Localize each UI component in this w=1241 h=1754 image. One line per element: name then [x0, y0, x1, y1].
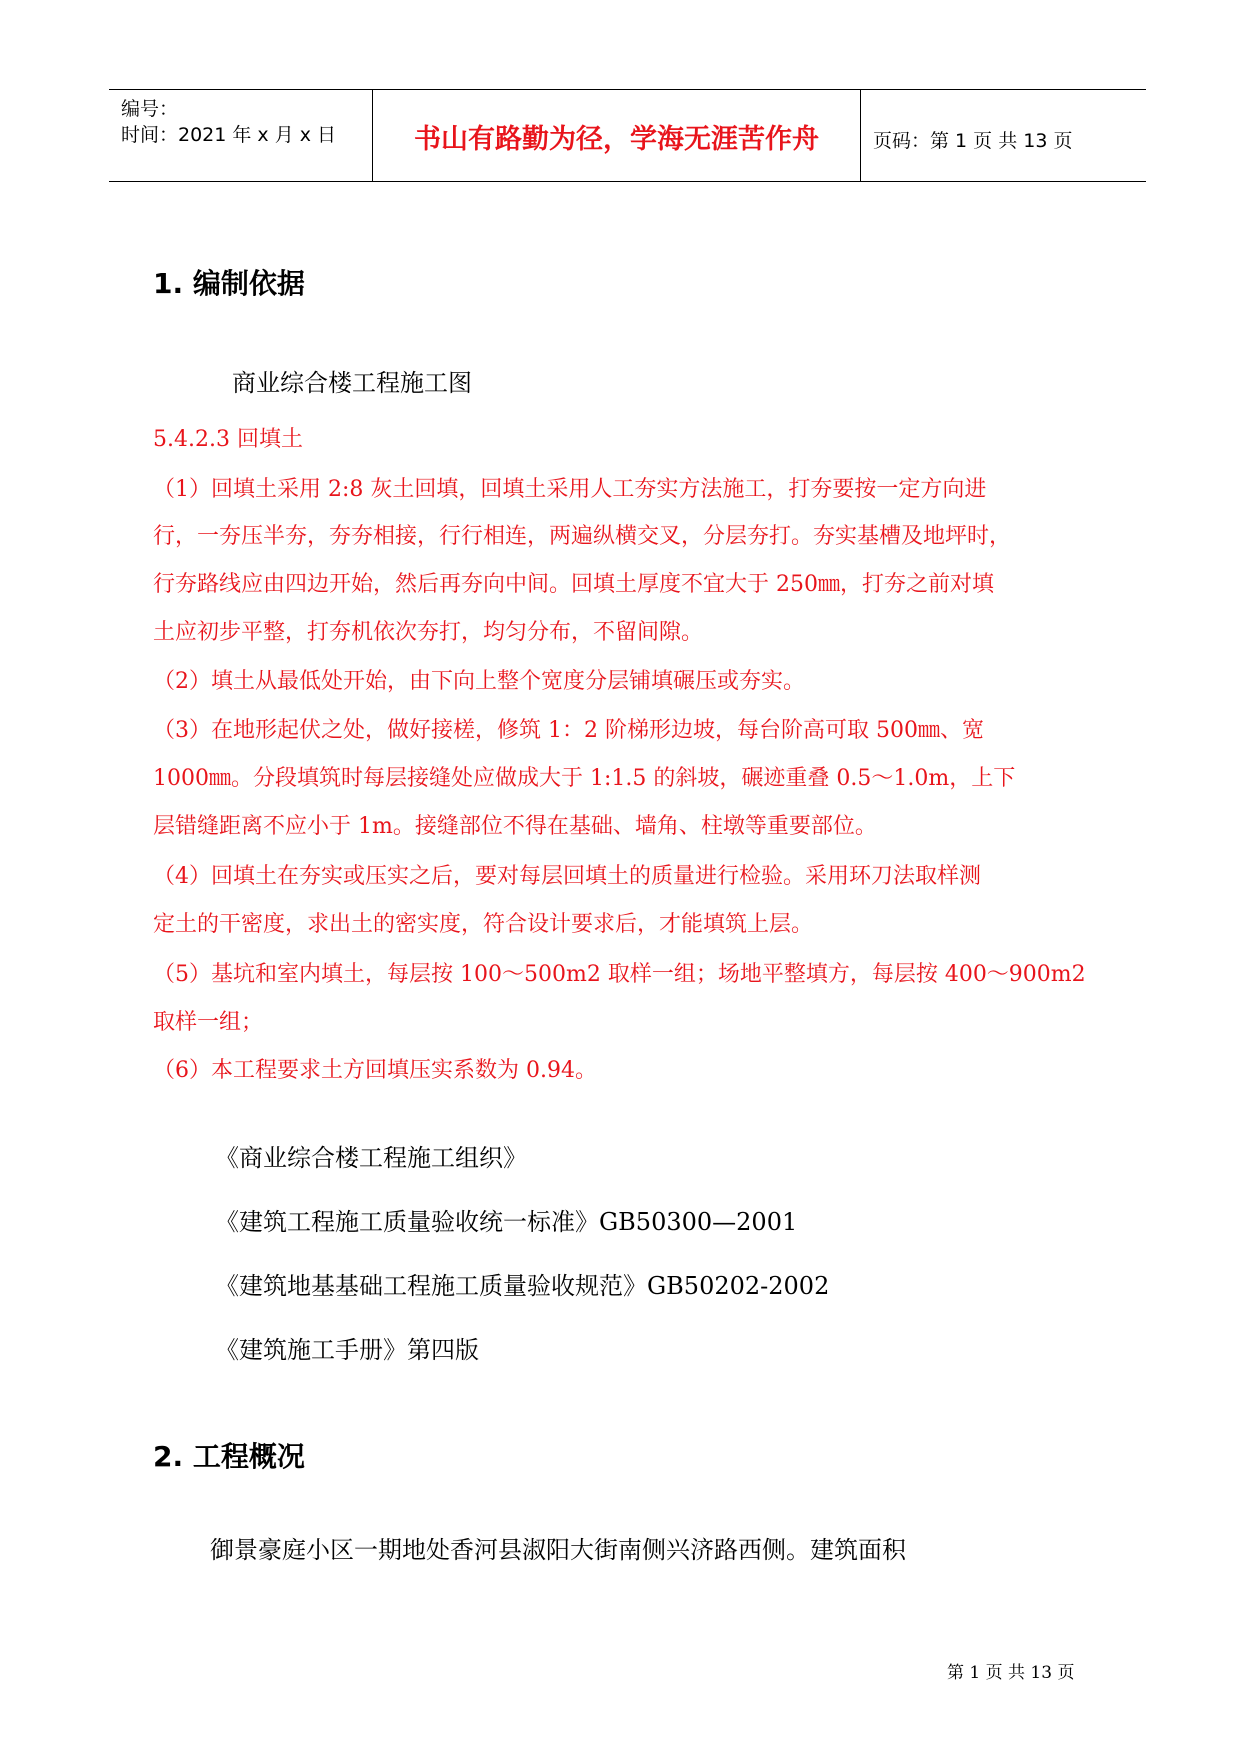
overview-paragraph: 御景豪庭小区一期地处香河县淑阳大街南侧兴济路西侧。建筑面积 [210, 1536, 906, 1564]
reference-3: 《建筑地基基础工程施工质量验收规范》GB50202-2002 [215, 1272, 830, 1300]
header-middle-cell [373, 90, 861, 181]
page-footer: 第 1 页 共 13 页 [947, 1663, 1075, 1683]
item4-line1: （4）回填土在夯实或压实之后，要对每层回填土的质量进行检验。采用环刀法取样测 [153, 864, 981, 889]
subsection-title: 5.4.2.3 回填土 [153, 427, 303, 452]
header-right-cell [861, 90, 1146, 181]
header-motto: 书山有路勤为径，学海无涯苦作舟 [414, 124, 819, 155]
page-header [109, 89, 1146, 182]
item6: （6）本工程要求土方回填压实系数为 0.94。 [153, 1058, 597, 1083]
item5-line2: 取样一组； [153, 1010, 264, 1035]
item3-line3: 层错缝距离不应小于 1m。接缝部位不得在基础、墙角、柱墩等重要部位。 [153, 814, 877, 839]
item3-line2: 1000㎜。分段填筑时每层接缝处应做成大于 1:1.5 的斜坡，碾迹重叠 0.5～1.0m，上下 [153, 766, 1016, 791]
section-title-1: 1. 编制依据 [153, 267, 305, 300]
item2: （2）填土从最低处开始，由下向上整个宽度分层铺填碾压或夯实。 [153, 669, 805, 694]
document-time-label: 时间：2021 年 x 月 x 日 [121, 124, 337, 146]
item1-line2: 行，一夯压半夯，夯夯相接，行行相连，两遍纵横交叉，分层夯打。夯实基槽及地坪时， [153, 524, 1012, 549]
reference-2: 《建筑工程施工质量验收统一标准》GB50300—2001 [215, 1208, 798, 1236]
reference-1: 《商业综合楼工程施工组织》 [215, 1144, 527, 1172]
item1-line1: （1）回填土采用 2:8 灰土回填，回填土采用人工夯实方法施工，打夯要按一定方向进 [153, 477, 987, 502]
reference-4: 《建筑施工手册》第四版 [215, 1336, 479, 1364]
basis-drawing: 商业综合楼工程施工图 [232, 369, 472, 397]
item1-line4: 土应初步平整，打夯机依次夯打，均匀分布，不留间隙。 [153, 620, 704, 645]
document-code-label: 编号： [121, 98, 179, 120]
item4-line2: 定土的干密度，求出土的密实度，符合设计要求后，才能填筑上层。 [153, 912, 814, 937]
item5-line1: （5）基坑和室内填土，每层按 100～500m2 取样一组；场地平整填方，每层按 400～900m2 [153, 962, 1086, 987]
section-title-2: 2. 工程概况 [153, 1440, 305, 1473]
item3-line1: （3）在地形起伏之处，做好接槎，修筑 1：2 阶梯形边坡，每台阶高可取 500㎜、宽 [153, 718, 984, 743]
header-page-number: 页码：第 1 页 共 13 页 [873, 130, 1073, 152]
header-left-cell [109, 90, 373, 181]
item1-line3: 行夯路线应由四边开始，然后再夯向中间。回填土厚度不宜大于 250㎜，打夯之前对填 [153, 572, 994, 597]
